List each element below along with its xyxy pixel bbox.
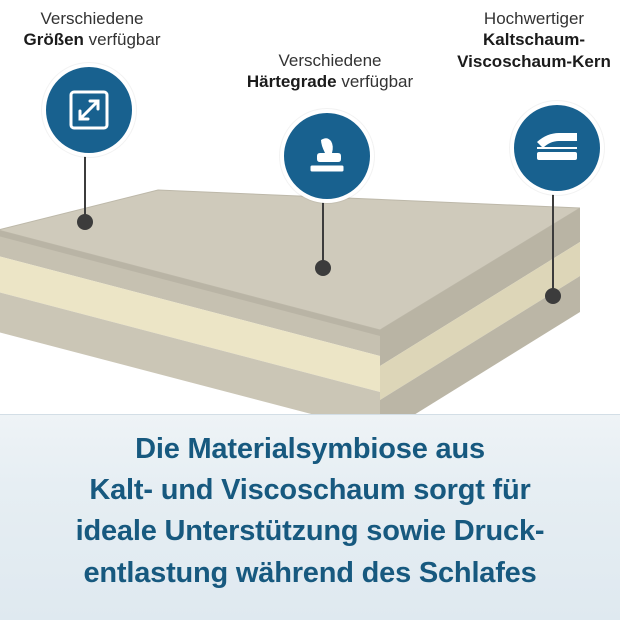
caption-panel	[0, 414, 620, 620]
callout-material-bold1: Kaltschaum-	[482, 30, 586, 50]
callout-firmness-bold: Härtegrade	[246, 72, 337, 92]
callout-label-material	[418, 8, 620, 72]
caption-line-3: ideale Unterstützung sowie Druck-	[75, 515, 545, 548]
leader-dot-firmness	[315, 260, 331, 276]
leader-dot-sizes	[77, 214, 93, 230]
leader-line-material	[552, 188, 554, 296]
caption-line-1: Die Materialsymbiose aus	[135, 433, 485, 465]
callout-bubble-material[interactable]	[510, 101, 604, 195]
callout-bubble-sizes[interactable]	[42, 63, 136, 157]
callout-bubble-firmness[interactable]	[280, 109, 374, 203]
resize-arrows-icon	[67, 88, 111, 132]
foam-layers-icon	[533, 128, 581, 168]
callout-sizes-bold: Größen	[23, 30, 84, 50]
caption-line-2: Kalt- und Viscoschaum sorgt für	[89, 474, 531, 507]
callout-firmness-line1: Verschiedene	[278, 51, 382, 70]
callout-firmness-rest: verfügbar	[336, 72, 414, 92]
caption-text	[0, 429, 620, 594]
callout-label-sizes	[0, 8, 218, 51]
pressure-hand-icon	[304, 133, 350, 179]
caption-line-4: entlastung während des Schlafes	[83, 556, 537, 589]
callout-sizes-rest: verfügbar	[83, 30, 161, 50]
callout-material-bold2: Viscoschaum-Kern	[457, 51, 611, 71]
leader-dot-material	[545, 288, 561, 304]
callout-sizes-line1: Verschiedene	[40, 9, 144, 28]
callout-material-line1: Hochwertiger	[483, 9, 585, 28]
